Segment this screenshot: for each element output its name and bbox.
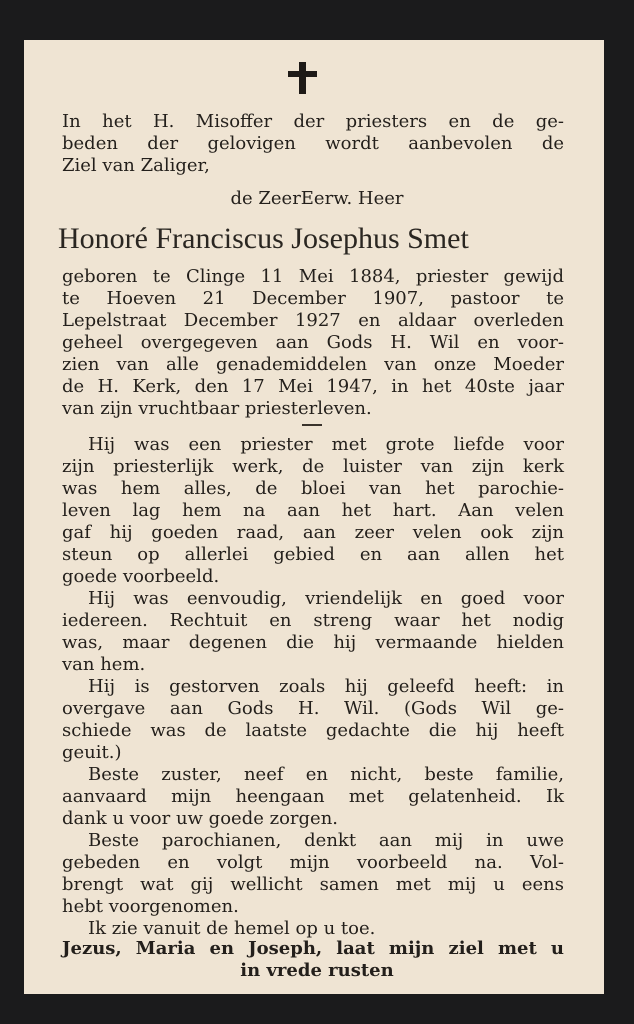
body-line: zijn priesterlijk werk, de luister van zijn kerk xyxy=(62,456,564,477)
intro-line: In het H. Misoffer der priesters en de ge- xyxy=(62,111,564,132)
body-line: leven lag hem na aan het hart. Aan velen xyxy=(62,500,564,521)
divider xyxy=(302,424,322,426)
bio-line: Lepelstraat December 1927 en aldaar overleden xyxy=(62,310,564,331)
closing-prayer: Jezus, Maria en Joseph, laat mijn ziel met u xyxy=(62,938,564,959)
body-line: Beste zuster, neef en nicht, beste familie, xyxy=(88,764,564,785)
closing-prayer: in vrede rusten xyxy=(240,960,394,981)
title-prefix: de ZeerEerw. Heer xyxy=(230,188,404,209)
bio-line: de H. Kerk, den 17 Mei 1947, in het 40ste jaar xyxy=(62,376,564,397)
body-line: was, maar degenen die hij vermaande hielden xyxy=(62,632,564,653)
body-line: goede voorbeeld. xyxy=(62,566,220,587)
intro-line: Ziel van Zaliger, xyxy=(62,155,210,176)
deceased-name: Honoré Franciscus Josephus Smet xyxy=(58,222,469,255)
bio-line: geheel overgegeven aan Gods H. Wil en voor- xyxy=(62,332,564,353)
body-line: dank u voor uw goede zorgen. xyxy=(62,808,339,829)
body-line: gebeden en volgt mijn voorbeeld na. Vol- xyxy=(62,852,564,873)
body-line: brengt wat gij wellicht samen met mij u eens xyxy=(62,874,564,895)
body-line: hebt voorgenomen. xyxy=(62,896,239,917)
bio-line: geboren te Clinge 11 Mei 1884, priester gewijd xyxy=(62,266,564,287)
body-line: aanvaard mijn heengaan met gelatenheid. Ik xyxy=(62,786,564,807)
body-line: Hij was een priester met grote liefde voor xyxy=(88,434,564,455)
body-line: iedereen. Rechtuit en streng waar het nodig xyxy=(62,610,564,631)
bio-line: van zijn vruchtbaar priesterleven. xyxy=(62,398,372,419)
body-line: Hij is gestorven zoals hij geleefd heeft: in xyxy=(88,676,564,697)
intro-line: beden der gelovigen wordt aanbevolen de xyxy=(62,133,564,154)
body-line: Hij was eenvoudig, vriendelijk en goed voor xyxy=(88,588,564,609)
body-line: overgave aan Gods H. Wil. (Gods Wil ge- xyxy=(62,698,564,719)
body-line: schiede was de laatste gedachte die hij heeft xyxy=(62,720,564,741)
body-line: geuit.) xyxy=(62,742,122,763)
body-line: gaf hij goeden raad, aan zeer velen ook zijn xyxy=(62,522,564,543)
bio-line: zien van alle genademiddelen van onze Moeder xyxy=(62,354,564,375)
bio-line: te Hoeven 21 December 1907, pastoor te xyxy=(62,288,564,309)
body-line: Beste parochianen, denkt aan mij in uwe xyxy=(88,830,564,851)
body-line: van hem. xyxy=(62,654,146,675)
cross-icon xyxy=(288,62,318,98)
body-line: Ik zie vanuit de hemel op u toe. xyxy=(88,918,376,939)
body-line: steun op allerlei gebied en aan allen het xyxy=(62,544,564,565)
body-line: was hem alles, de bloei van het parochie- xyxy=(62,478,564,499)
